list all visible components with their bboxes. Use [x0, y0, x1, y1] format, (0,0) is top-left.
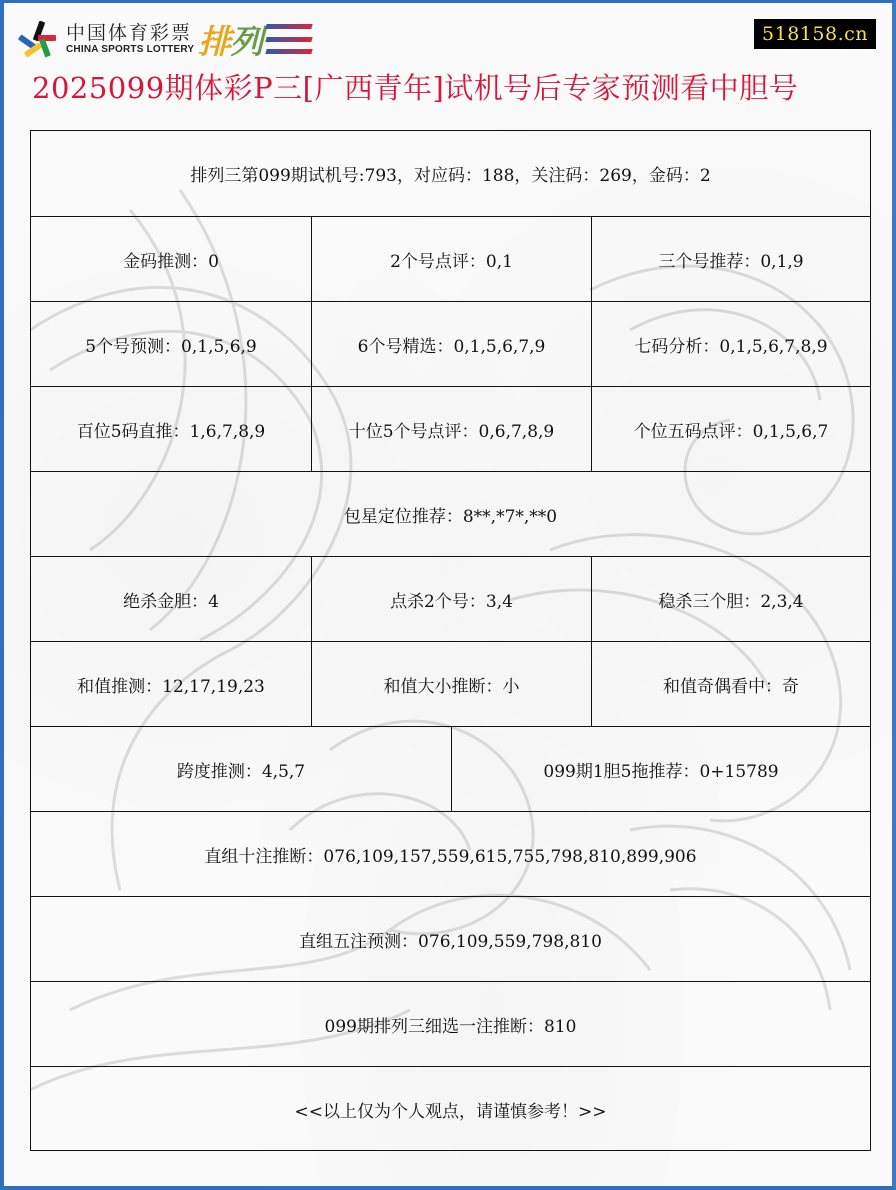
table-cell: 099期排列三细选一注推断：810	[324, 1016, 577, 1037]
table-cell: 2个号点评：0,1	[311, 217, 591, 301]
table-cell: 和值奇偶看中：奇	[591, 642, 870, 726]
site-badge[interactable]: 518158.cn	[754, 19, 876, 49]
table-cell: 七码分析：0,1,5,6,7,8,9	[591, 302, 870, 386]
logo-char-pai: 排	[198, 21, 231, 61]
table-cell: 绝杀金胆：4	[123, 591, 219, 612]
table-row	[31, 726, 870, 811]
trial-number-summary: 排列三第099期试机号:793，对应码：188，关注码：269，金码：2	[190, 166, 711, 186]
pailie3-logo	[198, 16, 312, 63]
table-cell: 点杀2个号：3,4	[311, 557, 591, 641]
table-row	[31, 811, 870, 896]
table-cell: 5个号预测：0,1,5,6,9	[85, 336, 257, 357]
table-cell: 个位五码点评：0,1,5,6,7	[591, 387, 870, 471]
logo-san-icon	[266, 24, 312, 54]
table-cell: 和值推测：12,17,19,23	[77, 676, 265, 697]
table-cell: 包星定位推荐：8**,*7*,**0	[343, 506, 558, 527]
table-row	[31, 216, 870, 301]
table-cell: 金码推测：0	[123, 251, 219, 272]
table-row	[31, 896, 870, 981]
disclaimer-text: <<以上仅为个人观点，请谨慎参考！>>	[294, 1101, 607, 1122]
table-cell: 和值大小推断：小	[311, 642, 591, 726]
table-cell: 直组五注预测：076,109,559,798,810	[299, 931, 602, 952]
table-cell: 百位5码直推：1,6,7,8,9	[76, 421, 266, 442]
table-cell: 6个号精选：0,1,5,6,7,9	[311, 302, 591, 386]
table-cell: 099期1胆5拖推荐：0+15789	[451, 727, 870, 811]
logo-en-text: CHINA SPORTS LOTTERY	[66, 44, 195, 55]
prediction-table	[30, 130, 871, 1151]
table-row	[31, 471, 870, 556]
lottery-logo	[18, 18, 312, 60]
table-row	[31, 981, 870, 1066]
table-row	[31, 556, 870, 641]
table-row	[31, 386, 870, 471]
page-title: 2025099期体彩P三[广西青年]试机号后专家预测看中胆号	[32, 71, 799, 105]
table-cell: 直组十注推断：076,109,157,559,615,755,798,810,899,906	[204, 846, 697, 867]
table-cell: 三个号推荐：0,1,9	[591, 217, 870, 301]
table-cell: 稳杀三个胆：2,3,4	[591, 557, 870, 641]
table-cell: 跨度推测：4,5,7	[176, 761, 306, 782]
table-cell: 十位5个号点评：0,6,7,8,9	[311, 387, 591, 471]
table-row	[31, 641, 870, 726]
logo-char-lie: 列	[230, 21, 263, 61]
logo-cn-text: 中国体育彩票	[66, 22, 193, 44]
table-row	[31, 1066, 870, 1151]
lottery-star-icon	[18, 19, 58, 59]
table-row	[31, 301, 870, 386]
table-row	[31, 131, 870, 216]
